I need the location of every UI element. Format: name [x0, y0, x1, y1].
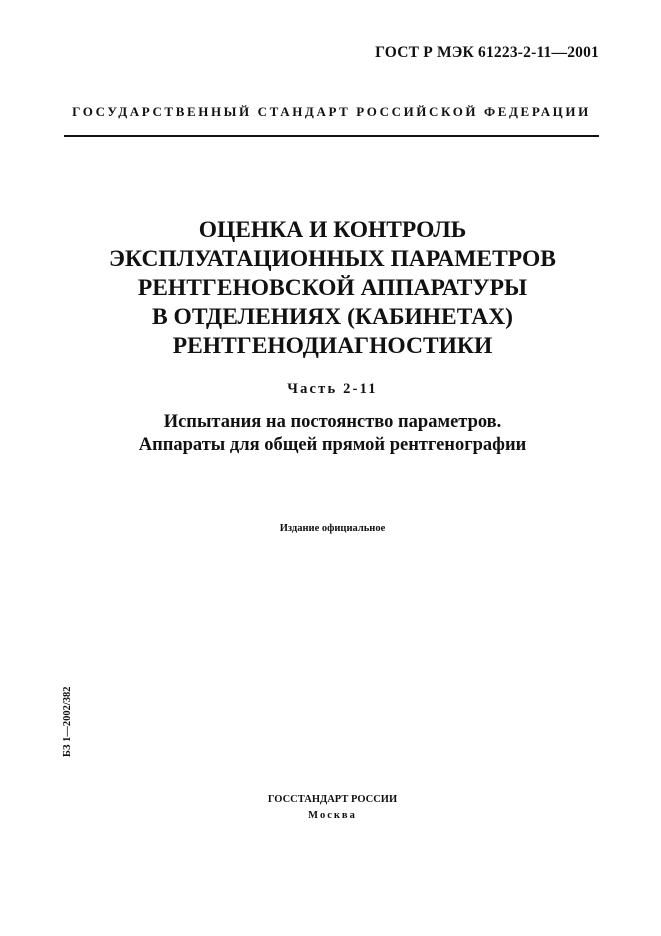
- title-line-1: ОЦЕНКА И КОНТРОЛЬ: [198, 217, 467, 243]
- publisher: ГОССТАНДАРТ РОССИИ: [267, 794, 398, 805]
- title-line-5: РЕНТГЕНОДИАГНОСТИКИ: [172, 333, 493, 359]
- side-code: БЗ 1—2002/382: [62, 686, 73, 757]
- part-subtitle: [40, 411, 625, 457]
- subtitle-line-2: Аппараты для общей прямой рентгенографии: [138, 435, 527, 455]
- title-line-4: В ОТДЕЛЕНИЯХ (КАБИНЕТАХ): [152, 304, 513, 330]
- document-title: [40, 216, 625, 361]
- standard-number: ГОСТ Р МЭК 61223-2-11—2001: [375, 44, 599, 61]
- subtitle-line-1: Испытания на постоянство параметров.: [163, 412, 502, 432]
- publisher-city: Москва: [308, 810, 357, 821]
- title-line-2: ЭКСПЛУАТАЦИОННЫХ ПАРАМЕТРОВ: [109, 246, 556, 272]
- header-divider: [64, 135, 599, 137]
- part-label: Часть 2-11: [287, 381, 378, 397]
- edition-note: Издание официальное: [279, 523, 386, 534]
- title-line-3: РЕНТГЕНОВСКОЙ АППАРАТУРЫ: [137, 275, 528, 301]
- organization-heading: ГОСУДАРСТВЕННЫЙ СТАНДАРТ РОССИЙСКОЙ ФЕДЕРАЦИИ: [72, 104, 591, 119]
